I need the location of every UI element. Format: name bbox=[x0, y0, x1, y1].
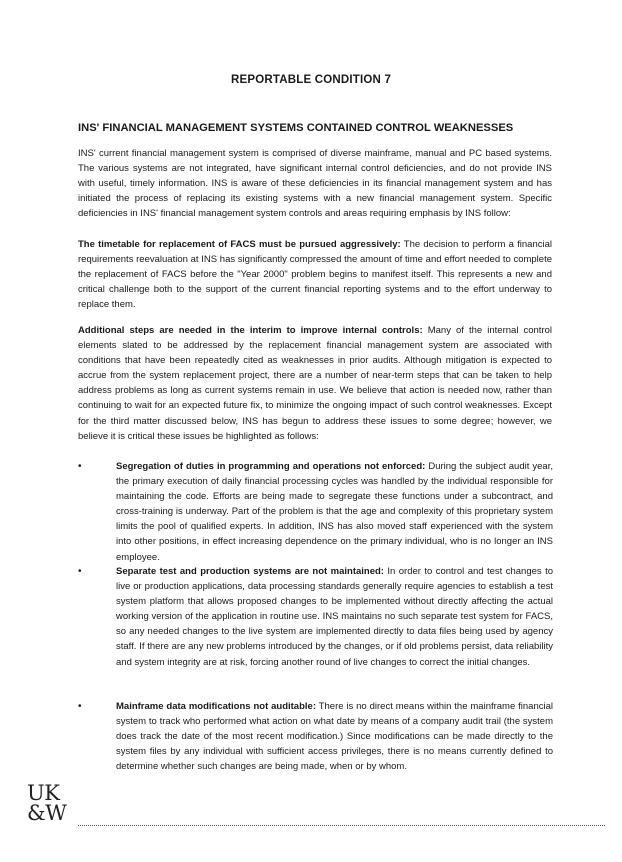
bullet-lead: Mainframe data modifications not auditable: bbox=[116, 701, 316, 712]
footer-rule bbox=[78, 825, 605, 826]
section-heading: INS' FINANCIAL MANAGEMENT SYSTEMS CONTAINED CONTROL WEAKNESSES bbox=[78, 122, 514, 134]
logo-line-1: UK bbox=[27, 781, 60, 805]
paragraph-facs-timetable bbox=[78, 237, 552, 312]
condition-title: REPORTABLE CONDITION 7 bbox=[230, 74, 392, 86]
bullet-item-mainframe-audit bbox=[116, 699, 553, 774]
paragraph-body: The decision to perform a financial requirements reevaluation at INS has significantly compressed the amount of time and effort needed to complete the replacement of FACS before the "Year 2000" problem begins to manifest itself. This represents a new and critical challenge both to the support of the current financial reporting systems and to the effort underway to replace them. bbox=[78, 239, 552, 311]
bullet-body: There is no direct means within the mainframe financial system to track who performed what action on what date by means of a company audit trail (the system does track the date of the most recent modification.) Since modifications can be made directly to the system files by any individual with sufficient access privileges, there is no means currently defined to determine whether such changes are being made, when or by whom. bbox=[116, 701, 553, 773]
paragraph-body: Many of the internal control elements slated to be addressed by the replacement financial management system are associated with conditions that have been repeatedly cited as weaknesses in prior audits. Although mitigation is expected to accrue from the system replacement project, there are a number of near-term steps that can be taken to help address problems as long as current systems remain in use. We believe that action is needed now, rather than continuing to wait for an expected future fix, to minimize the ongoing impact of such control weaknesses. Except for the third matter discussed below, INS has begun to address these issues to some degree; however, we believe it is critical these issues be highlighted as follows: bbox=[78, 325, 552, 442]
paragraph-lead: Additional steps are needed in the interim to improve internal controls: bbox=[78, 325, 423, 336]
paragraph-lead: The timetable for replacement of FACS must be pursued aggressively: bbox=[78, 239, 401, 250]
intro-paragraph: INS' current financial management system is comprised of diverse mainframe, manual and PC based systems. The various systems are not integrated, have significant internal control deficiencies, and do not provide INS with useful, timely information. INS is aware of these deficiencies in its financial management system and has initiated the process of replacing its existing systems with a new financial management system. Specific deficiencies in INS' financial management system controls and areas requiring emphasis by INS follow: bbox=[78, 148, 552, 220]
bullet-icon: • bbox=[78, 566, 82, 577]
bullet-lead: Segregation of duties in programming and operations not enforced: bbox=[116, 461, 426, 472]
paragraph-interim-controls bbox=[78, 323, 552, 444]
bullet-item-test-systems bbox=[116, 564, 553, 670]
bullet-icon: • bbox=[78, 461, 82, 472]
bullet-body: During the subject audit year, the primary execution of daily financial processing cycles was handled by the individual responsible for maintaining the code. Efforts are being made to segregate these functions under a subcontract, and cross-training is underway. Part of the problem is that the age and complexity of this proprietary system limits the pool of qualified experts. In addition, INS has also moved staff experienced with the system into other positions, in effect increasing dependence on the primary individual, who is no longer an INS employee. bbox=[116, 461, 553, 563]
bullet-icon: • bbox=[78, 701, 82, 712]
bullet-lead: Separate test and production systems are not maintained: bbox=[116, 566, 384, 577]
firm-logo bbox=[27, 783, 66, 823]
bullet-item-segregation bbox=[116, 459, 553, 565]
logo-line-2: &W bbox=[27, 801, 67, 825]
bullet-body: In order to control and test changes to live or production applications, data processing standards generally require agencies to establish a test system platform that allows proposed changes to be implemented without directly affecting the actual working version of the application in routine use. INS maintains no such separate test system for FACS, so any needed changes to the live system are implemented directly to data files being used by agency staff. If there are any new problems introduced by the changes, or if old problems persist, data reliability and system integrity are at risk, forcing another round of live changes to correct the initial changes. bbox=[116, 566, 554, 668]
